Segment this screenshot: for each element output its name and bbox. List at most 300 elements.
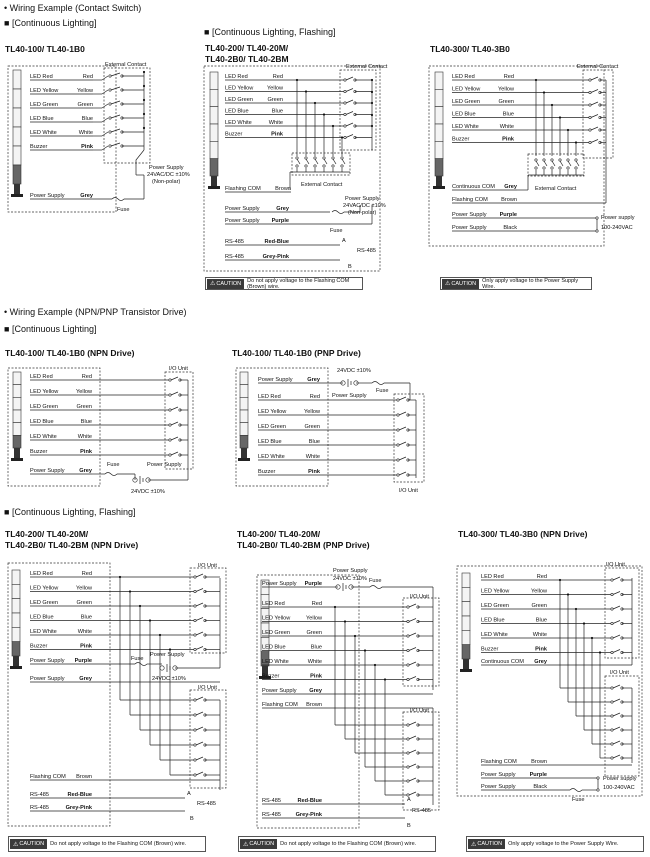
- wire-color-yellow: Yellow: [306, 615, 322, 622]
- tower-base: [238, 458, 250, 461]
- terminal: [169, 379, 171, 381]
- wire-color-red: Red: [82, 74, 93, 80]
- wire-label-buzzer: Buzzer: [258, 469, 276, 475]
- wire-label-led_green: LED Green: [30, 600, 58, 606]
- junction-dot: [575, 141, 577, 143]
- section-title-contact: • Wiring Example (Contact Switch): [4, 3, 142, 13]
- wire-label-flashing_com: Flashing COM: [262, 702, 298, 708]
- wire-label-power_supply: Power Supply: [262, 581, 297, 587]
- tower-segment: [13, 127, 21, 146]
- wire-label-led_yellow: LED Yellow: [262, 615, 291, 622]
- caution-badge-text: CAUTION: [477, 841, 503, 847]
- wire-label-led_white: LED White: [262, 659, 289, 665]
- switch-contact: [591, 90, 598, 93]
- io-unit-frame-bottom-d6: [190, 690, 226, 788]
- terminal: [109, 145, 111, 147]
- terminal: [194, 774, 196, 776]
- terminal: [109, 89, 111, 91]
- terminal: [611, 729, 613, 731]
- terminal: [589, 79, 591, 81]
- switch-contact: [613, 727, 620, 730]
- wire-color-purple: Purple: [499, 212, 517, 218]
- section-title-contact-text: Wiring Example (Contact Switch): [9, 3, 142, 13]
- terminal: [397, 474, 399, 476]
- label-io-unit-d8-bottom: I/O Unit: [610, 670, 629, 676]
- wire: [102, 104, 108, 108]
- warning-icon: ⚠: [13, 841, 19, 848]
- subhead-flashing-2: ■ [Continuous Lighting, Flashing]: [4, 507, 136, 517]
- wire-color-blue: Blue: [271, 108, 283, 115]
- model-d5: TL40-100/ TL40-1B0 (PNP Drive): [232, 348, 361, 358]
- wire-color-white: White: [77, 629, 92, 635]
- terminal: [194, 619, 196, 621]
- tower-segment: [435, 159, 443, 176]
- signal-tower-d5: [238, 372, 250, 461]
- switch-contact: [409, 750, 416, 753]
- wire-label-led_green: LED Green: [452, 99, 480, 105]
- switch-contact: [552, 161, 555, 166]
- switch-contact: [297, 159, 300, 164]
- wire-color-pink: Pink: [81, 144, 93, 150]
- wire-label-led_blue: LED Blue: [481, 617, 505, 624]
- wire-color-grey: Grey: [80, 193, 93, 199]
- junction-dot: [371, 102, 373, 104]
- terminal: [194, 590, 196, 592]
- wire-color-red: Red: [503, 74, 514, 80]
- terminal: [305, 157, 307, 159]
- junction-dot: [559, 116, 561, 118]
- junction-dot: [159, 634, 161, 636]
- wire-label-buzzer: Buzzer: [481, 646, 499, 653]
- terminal: [194, 605, 196, 607]
- wire-color-yellow: Yellow: [267, 85, 283, 92]
- terminal: [597, 777, 599, 779]
- label-ps-24vdc-d6: 24VDC ±10%: [152, 676, 186, 682]
- wire-label-flashing_com: Flashing COM: [225, 186, 261, 192]
- wire-color-blue: Blue: [80, 419, 92, 425]
- wire-label-led_yellow: LED Yellow: [30, 585, 59, 592]
- junction-dot: [143, 99, 145, 101]
- tower-pole: [436, 176, 442, 186]
- terminal: [611, 651, 613, 653]
- switch-contact: [196, 772, 203, 775]
- switch-contact: [111, 87, 120, 90]
- subhead-continuous-1-text: [Continuous Lighting]: [11, 18, 97, 28]
- switch-contact: [409, 619, 416, 622]
- wire-label-led_yellow: LED Yellow: [481, 588, 510, 595]
- switch-contact: [196, 727, 203, 730]
- wire-label-led_white: LED White: [452, 124, 479, 130]
- section-title-transistor: • Wiring Example (NPN/PNP Transistor Drive): [4, 307, 187, 317]
- terminal: [611, 743, 613, 745]
- junction-dot: [119, 576, 121, 578]
- subhead-continuous-2-text: [Continuous Lighting]: [11, 324, 97, 334]
- switch-contact: [111, 143, 120, 146]
- terminal: [341, 157, 343, 159]
- terminal: [194, 744, 196, 746]
- tower-segment: [13, 385, 21, 398]
- label-red-blue-d6: Red-Blue: [67, 792, 92, 798]
- switch-contact: [409, 633, 416, 636]
- terminal: [194, 714, 196, 716]
- tower-segment: [13, 423, 21, 436]
- label-b-d7: B: [407, 823, 411, 829]
- signal-tower-d6: [10, 570, 22, 669]
- fuse-symbol: [112, 198, 124, 201]
- switch-contact: [409, 722, 416, 725]
- switch-contact: [196, 603, 203, 606]
- terminal: [305, 165, 307, 167]
- switch-contact: [399, 472, 406, 475]
- tower-pole: [14, 448, 20, 458]
- wire-color-red: Red: [81, 571, 92, 577]
- terminal: [344, 90, 346, 92]
- wire-label-led_green: LED Green: [30, 102, 58, 108]
- wire-color-green: Green: [77, 102, 93, 108]
- caution-badge-text: CAUTION: [19, 841, 45, 847]
- tower-segment: [435, 72, 443, 89]
- polarity-plus: [160, 666, 164, 670]
- wire-color-blue: Blue: [535, 617, 547, 624]
- tower-segment: [12, 642, 20, 656]
- switch-contact: [560, 161, 563, 166]
- terminal: [314, 157, 316, 159]
- model-d7b: TL40-2B0/ TL40-2BM (PNP Drive): [237, 540, 370, 550]
- junction-dot: [543, 91, 545, 93]
- wire: [102, 146, 108, 150]
- terminal: [194, 759, 196, 761]
- junction-dot: [334, 606, 336, 608]
- terminal: [109, 131, 111, 133]
- junction-dot: [371, 79, 373, 81]
- switch-contact: [399, 457, 406, 460]
- junction-dot: [169, 648, 171, 650]
- switch-contact: [196, 697, 203, 700]
- tower-segment: [210, 141, 218, 158]
- label-ps-d7: Power Supply: [333, 568, 368, 574]
- switch-contact: [409, 736, 416, 739]
- terminal: [543, 159, 545, 161]
- switch-contact: [613, 699, 620, 702]
- wire-color-purple: Purple: [529, 772, 547, 778]
- terminal: [296, 157, 298, 159]
- tower-segment: [210, 72, 218, 89]
- terminal: [567, 167, 569, 169]
- switch-contact: [306, 159, 309, 164]
- wire-label-buzzer: Buzzer: [452, 136, 470, 143]
- model-d7a: TL40-200/ TL40-20M/: [237, 529, 321, 539]
- terminal: [344, 102, 346, 104]
- terminal: [194, 576, 196, 578]
- junction-dot: [371, 114, 373, 116]
- unit-frame-d3: [429, 66, 604, 246]
- label-rs485-b-d7: RS-485: [262, 812, 281, 818]
- caution-text: Only apply voltage to the Power Supply Wire.: [508, 841, 619, 847]
- signal-tower-d4: [11, 372, 23, 461]
- switch-contact: [568, 161, 571, 166]
- junction-dot: [143, 113, 145, 115]
- wire-color-blue: Blue: [308, 439, 320, 445]
- wire-label-power_supply: Power Supply: [225, 218, 260, 224]
- terminal: [407, 780, 409, 782]
- wire-label-power_supply: Power Supply: [30, 193, 65, 199]
- junction-dot: [567, 593, 569, 595]
- switch-contact: [342, 159, 345, 164]
- label-ps-d1-a: Power Supply: [149, 165, 184, 171]
- wire-label-led_red: LED Red: [262, 601, 285, 607]
- wire-color-red: Red: [272, 74, 283, 80]
- label-a-d2: A: [342, 238, 346, 244]
- junction-dot: [559, 579, 561, 581]
- wire-label-flashing_com: Flashing COM: [30, 774, 66, 780]
- terminal: [407, 620, 409, 622]
- switch-contact: [591, 102, 598, 105]
- tower-segment: [13, 146, 21, 165]
- wire-label-led_green: LED Green: [30, 404, 58, 410]
- signal-tower-d3: [433, 72, 445, 189]
- switch-contact: [399, 427, 406, 430]
- switch-contact: [409, 764, 416, 767]
- switch-contact: [591, 127, 598, 130]
- terminal: [559, 159, 561, 161]
- model-d8: TL40-300/ TL40-3B0 (NPN Drive): [458, 529, 588, 539]
- signal-tower-d2: [208, 72, 220, 189]
- tower-segment: [210, 159, 218, 176]
- junction-dot: [364, 649, 366, 651]
- switch-contact: [544, 161, 547, 166]
- wire-color-purple: Purple: [271, 218, 289, 224]
- wire-color-brown: Brown: [275, 186, 291, 192]
- terminal: [611, 757, 613, 759]
- wire: [102, 90, 108, 94]
- label-ps-d5: Power Supply: [332, 393, 367, 399]
- tower-segment: [240, 423, 248, 436]
- label-ps-d3-b: 100-240VAC: [601, 225, 633, 231]
- switch-contact: [409, 662, 416, 665]
- wire-color-pink: Pink: [502, 136, 514, 143]
- subhead-flashing-1: ■ [Continuous Lighting, Flashing]: [204, 27, 336, 37]
- terminal: [169, 394, 171, 396]
- switch-contact: [346, 100, 353, 103]
- wire-label-power_supply: Power Supply: [452, 225, 487, 231]
- label-external-contact-d3-bottom: External Contact: [535, 186, 577, 192]
- terminal: [109, 103, 111, 105]
- junction-dot: [384, 678, 386, 680]
- terminal: [589, 141, 591, 143]
- wire-color-green: Green: [267, 97, 283, 103]
- label-fuse-d6: Fuse: [131, 656, 144, 662]
- terminal: [407, 678, 409, 680]
- wire-color-grey: Grey: [79, 676, 92, 682]
- wire: [102, 76, 108, 80]
- junction-dot: [354, 635, 356, 637]
- label-b-d2: B: [348, 264, 352, 270]
- junction-dot: [314, 102, 316, 104]
- label-ps-d2-b: 24VAC/DC ±10%: [343, 203, 386, 209]
- terminal: [611, 579, 613, 581]
- switch-contact: [591, 140, 598, 143]
- junction-dot: [344, 620, 346, 622]
- terminal: [597, 789, 599, 791]
- label-rs485-a-d2: RS-485: [225, 239, 244, 245]
- switch-contact: [324, 159, 327, 164]
- wire-label-buzzer: Buzzer: [225, 131, 243, 138]
- external-contact-frame-top-d3: [583, 70, 613, 158]
- signal-tower-d1: [11, 70, 23, 197]
- junction-dot: [332, 125, 334, 127]
- wire-label-buzzer: Buzzer: [30, 144, 48, 150]
- tower-segment: [210, 107, 218, 124]
- wire-color-yellow: Yellow: [498, 86, 514, 93]
- fuse-symbol: [372, 382, 384, 385]
- section-title-transistor-text: Wiring Example (NPN/PNP Transistor Drive): [9, 307, 187, 317]
- switch-contact: [196, 589, 203, 592]
- terminal: [596, 230, 598, 232]
- wire-label-power_supply_sp: Power Supply: [30, 468, 65, 474]
- fuse-symbol: [570, 789, 582, 792]
- wire-color-grey: Grey: [504, 184, 517, 190]
- wire-color-blue: Blue: [310, 644, 322, 651]
- terminal: [551, 159, 553, 161]
- wire-label-led_blue: LED Blue: [30, 419, 54, 425]
- terminal: [332, 165, 334, 167]
- switch-contact: [576, 161, 579, 166]
- wire-label-flashing_com: Flashing COM: [452, 197, 488, 203]
- tower-pole: [463, 659, 469, 669]
- terminal: [407, 664, 409, 666]
- wire-label-led_green: LED Green: [481, 603, 509, 609]
- junction-dot: [567, 129, 569, 131]
- terminal: [323, 157, 325, 159]
- terminal: [611, 715, 613, 717]
- terminal: [611, 608, 613, 610]
- junction-dot: [591, 637, 593, 639]
- wire-label-led_green: LED Green: [258, 424, 286, 430]
- label-external-contact-d1: External Contact: [105, 62, 147, 68]
- wire-label-led_red: LED Red: [30, 571, 53, 577]
- tower-segment: [240, 435, 248, 448]
- switch-contact: [111, 101, 120, 104]
- label-rs485-a-d7: RS-485: [262, 798, 281, 804]
- terminal: [169, 454, 171, 456]
- wire-label-led_yellow: LED Yellow: [30, 389, 59, 395]
- wire-color-grey: Grey: [534, 659, 547, 665]
- switch-contact: [196, 574, 203, 577]
- terminal: [407, 766, 409, 768]
- wire-color-blue: Blue: [80, 614, 92, 621]
- wire-color-green: Green: [531, 603, 547, 609]
- wire-label-led_white: LED White: [30, 434, 57, 440]
- wire-color-pink: Pink: [308, 469, 320, 475]
- wire-label-led_blue: LED Blue: [225, 108, 249, 115]
- label-external-contact-d2-top: External Contact: [346, 64, 388, 70]
- label-external-contact-d2-bottom: External Contact: [301, 182, 343, 188]
- terminal: [611, 687, 613, 689]
- wire-color-red: Red: [309, 394, 320, 400]
- label-ps-d2-a: Power Supply: [345, 196, 380, 202]
- warning-icon: ⚠: [445, 281, 451, 287]
- switch-contact: [613, 650, 620, 653]
- terminal: [407, 794, 409, 796]
- junction-dot: [139, 605, 141, 607]
- switch-contact: [171, 377, 178, 380]
- wire-label-power_supply: Power Supply: [481, 772, 516, 778]
- wire-color-white: White: [77, 434, 92, 440]
- switch-contact: [409, 648, 416, 651]
- junction-dot: [129, 590, 131, 592]
- wire-color-yellow: Yellow: [77, 88, 93, 94]
- junction-dot: [371, 91, 373, 93]
- switch-contact: [613, 713, 620, 716]
- wire-color-brown: Brown: [501, 197, 517, 203]
- wire-color-white: White: [305, 454, 320, 460]
- switch-contact: [613, 577, 620, 580]
- switch-contact: [613, 685, 620, 688]
- wire-label-power_supply: Power Supply: [452, 212, 487, 218]
- label-ps-d2-c: (Non-polar): [348, 210, 377, 216]
- terminal: [611, 637, 613, 639]
- tower-segment: [435, 141, 443, 158]
- label-rs485-side-d6: RS-485: [197, 801, 216, 807]
- label-ps-24vdc-d4: 24VDC ±10%: [131, 489, 165, 495]
- fuse-symbol: [105, 473, 117, 476]
- fuse-symbol: [332, 211, 344, 214]
- label-fuse-d7: Fuse: [369, 578, 382, 584]
- label-rs485-side-d7: RS-485: [412, 808, 431, 814]
- caution-badge-text: CAUTION: [216, 280, 242, 287]
- tower-segment: [240, 385, 248, 398]
- fuse-symbol: [370, 586, 382, 589]
- terminal: [407, 724, 409, 726]
- switch-contact: [409, 792, 416, 795]
- label-io-unit-d4: I/O Unit: [169, 366, 188, 372]
- caution-badge-text: CAUTION: [249, 841, 275, 847]
- wire-label-led_yellow: LED Yellow: [30, 88, 59, 94]
- tower-base: [433, 186, 445, 189]
- wire-label-power_supply: Power Supply: [481, 784, 516, 790]
- warning-icon: ⚠: [243, 841, 249, 848]
- terminal: [611, 593, 613, 595]
- terminal: [344, 125, 346, 127]
- unit-frame-d6: [8, 563, 110, 826]
- tower-segment: [13, 435, 21, 448]
- terminal: [397, 414, 399, 416]
- fuse-symbol: [135, 663, 147, 666]
- wire-color-yellow: Yellow: [304, 409, 320, 415]
- io-unit-frame-d5: [394, 394, 424, 482]
- wire-label-led_red: LED Red: [452, 74, 475, 80]
- terminal: [596, 217, 598, 219]
- switch-contact: [346, 112, 353, 115]
- wire-label-led_white: LED White: [258, 454, 285, 460]
- junction-dot: [143, 71, 145, 73]
- terminal: [323, 165, 325, 167]
- wire-label-led_yellow: LED Yellow: [258, 409, 287, 415]
- terminal: [194, 699, 196, 701]
- switch-contact: [399, 397, 406, 400]
- label-b-d6: B: [190, 816, 194, 822]
- wire-color-black: Black: [503, 225, 517, 231]
- label-a-d6: A: [187, 791, 191, 797]
- tower-segment: [13, 372, 21, 385]
- switch-contact: [346, 135, 353, 138]
- wire-color-yellow: Yellow: [531, 588, 547, 595]
- terminal: [575, 167, 577, 169]
- label-rs485-b-d6: RS-485: [30, 805, 49, 811]
- terminal: [397, 429, 399, 431]
- model-d1: TL40-100/ TL40-1B0: [5, 44, 85, 54]
- tower-pole: [14, 184, 20, 194]
